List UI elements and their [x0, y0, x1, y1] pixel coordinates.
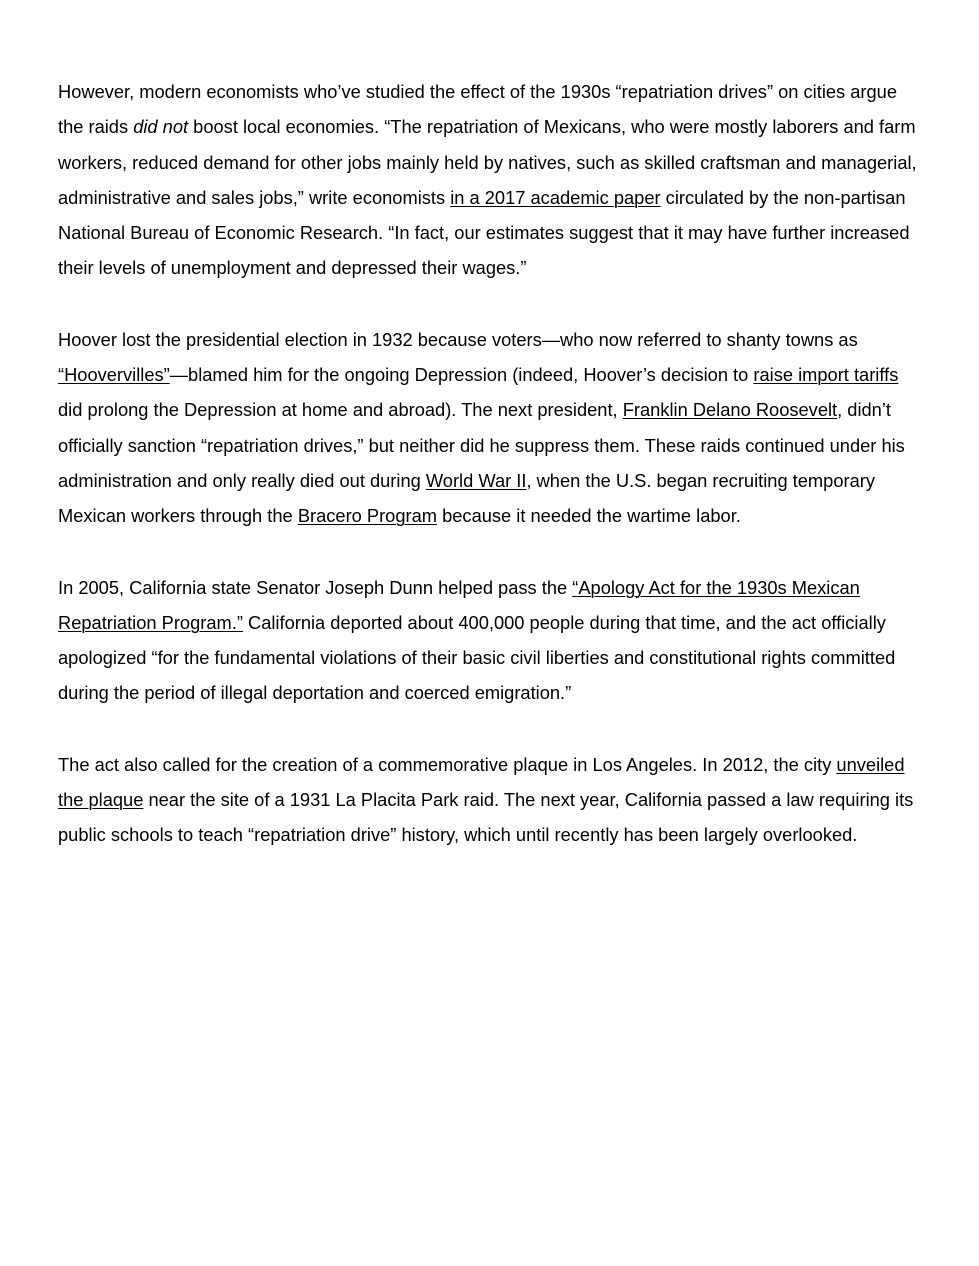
link-apology-act[interactable]: “Apology Act for the 1930s Mexican Repatriation Program.”	[58, 576, 860, 633]
paragraph-text: circulated by the non-partisan National Bureau of Economic Research. “In fact, our estimates suggest that it may have further increased their levels of unemployment and depressed their wages.”	[58, 186, 910, 279]
paragraph-economists	[58, 74, 920, 286]
paragraph-text: , when the U.S. began recruiting temporary Mexican workers through the	[58, 469, 875, 527]
paragraph-apology-act	[58, 570, 920, 711]
paragraph-text: Hoover lost the presidential election in 1932 because voters—who now referred to shanty towns as	[58, 328, 858, 350]
paragraph-text: However, modern economists who’ve studied the effect of the 1930s “repatriation drives” on cities argue the raids	[58, 81, 898, 138]
paragraph-hoover	[58, 322, 920, 534]
paragraph-text: did prolong the Depression at home and abroad). The next president,	[58, 399, 623, 421]
link-2017-academic-paper[interactable]: in a 2017 academic paper	[450, 186, 661, 208]
paragraph-text: The act also called for the creation of a commemorative plaque in Los Angeles. In 2012, the city	[58, 753, 837, 775]
paragraph-plaque	[58, 747, 920, 853]
link-raise-import-tariffs[interactable]: raise import tariffs	[753, 364, 899, 386]
link-world-war-ii[interactable]: World War II	[425, 469, 527, 491]
paragraph-text: In 2005, California state Senator Joseph Dunn helped pass the	[58, 576, 573, 598]
paragraph-text: because it needed the wartime labor.	[437, 505, 741, 527]
paragraph-text: boost local economies. “The repatriation of Mexicans, who were mostly laborers and farm workers, reduced demand for other jobs mainly held by natives, such as skilled craftsman and managerial, administrative and sales jobs,” write economists	[58, 116, 917, 208]
link-franklin-delano-roosevelt[interactable]: Franklin Delano Roosevelt	[622, 399, 838, 421]
paragraph-text: California deported about 400,000 people during that time, and the act officially apologized “for the fundamental violations of their basic civil liberties and constitutional rights committed during the period of illegal deportation and coerced emigration.”	[58, 611, 896, 704]
link-bracero-program[interactable]: Bracero Program	[297, 505, 438, 527]
link-unveiled-the-plaque[interactable]: unveiled the plaque	[58, 753, 905, 811]
paragraph-text: , didn’t officially sanction “repatriation drives,” but neither did he suppress them. These raids continued under his administration and only really died out during	[58, 399, 905, 491]
paragraph-text: —blamed him for the ongoing Depression (indeed, Hoover’s decision to	[169, 364, 754, 386]
paragraph-text: near the site of a 1931 La Placita Park raid. The next year, California passed a law requiring its public schools to teach “repatriation drive” history, which until recently has been largely overlooked.	[58, 789, 914, 846]
link-hoovervilles[interactable]: “Hoovervilles”	[58, 364, 170, 386]
article-body	[58, 74, 920, 889]
emphasis-text: did not	[133, 116, 189, 138]
